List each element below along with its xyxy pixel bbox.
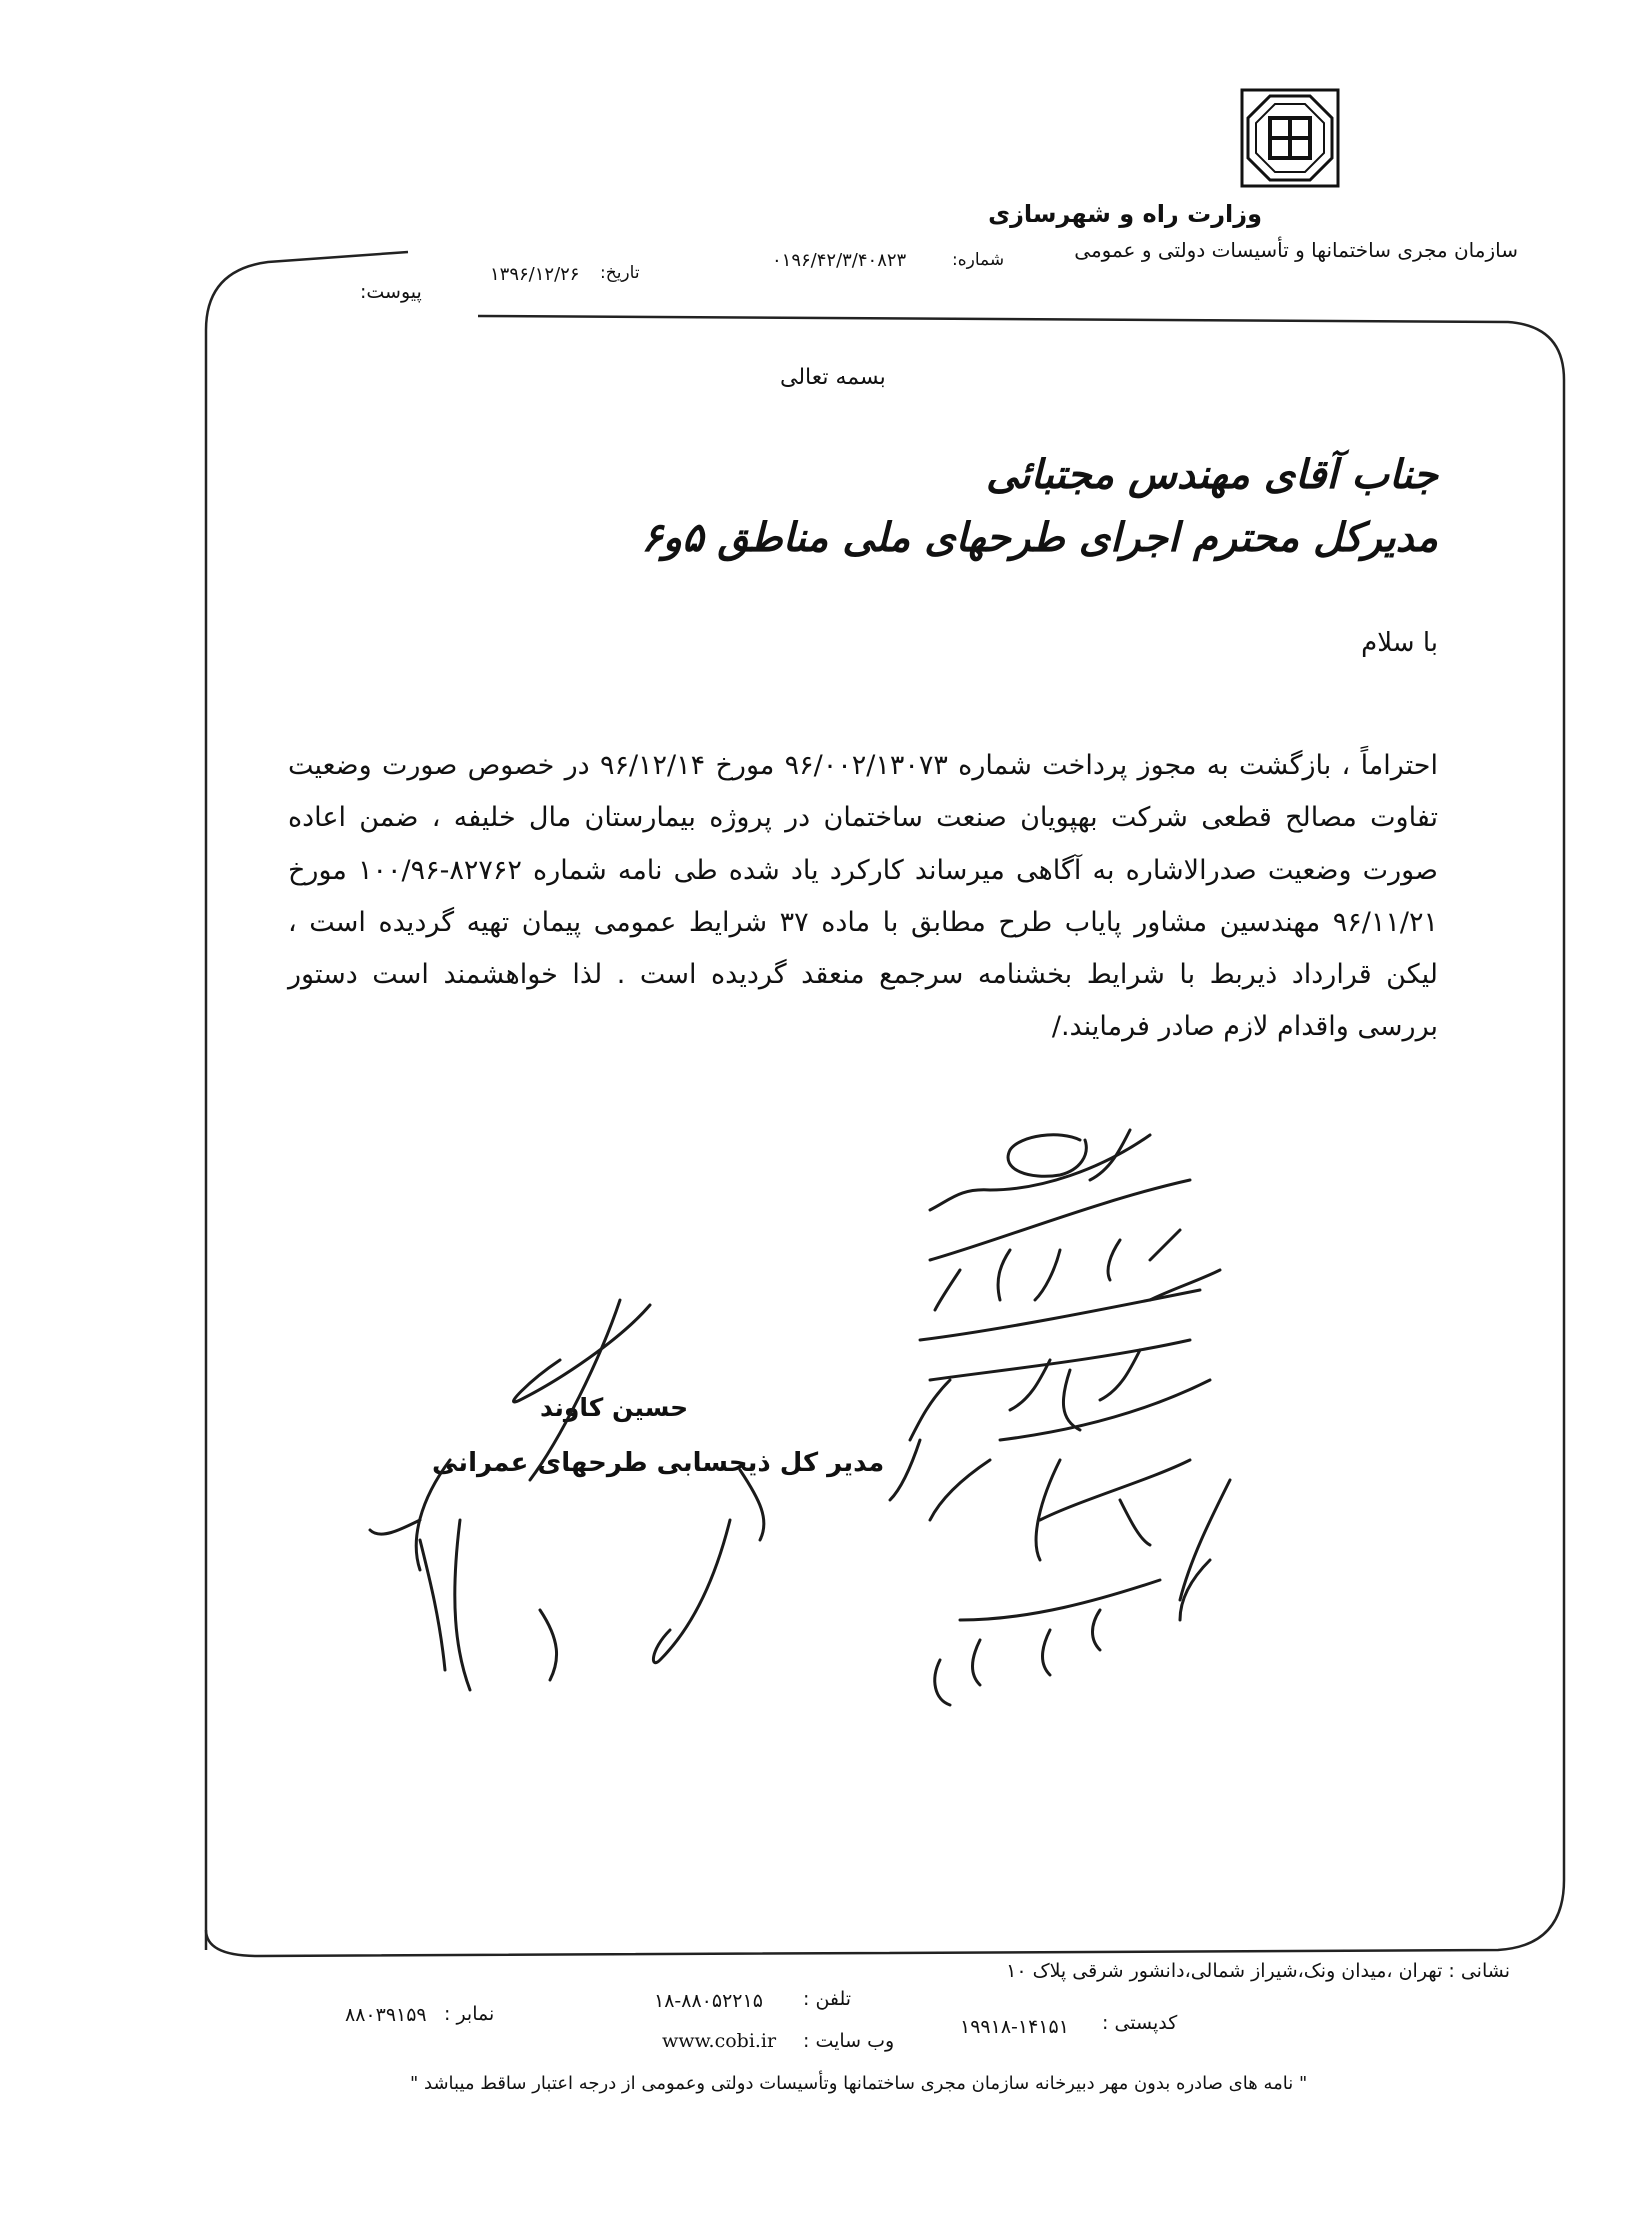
attachment-label: پیوست: — [360, 281, 422, 303]
letter-date-value: ۱۳۹۶/۱۲/۲۶ — [490, 264, 580, 285]
footer-website-link[interactable]: www.cobi.ir — [662, 2030, 777, 2052]
addressee-title: مدیرکل محترم اجرای طرحهای ملی مناطق ۵و۶ — [641, 515, 1438, 561]
ministry-name: وزارت راه و شهرسازی — [988, 200, 1262, 228]
footer-fax-label: نمابر : — [444, 2003, 495, 2025]
footer-website-label: وب سایت : — [803, 2030, 895, 2052]
signatory-name: حسین کاوند — [540, 1393, 689, 1422]
signature-strokes — [370, 1300, 764, 1690]
letter-number-value: ۰۱۹۶/۴۲/۳/۴۰۸۲۳ — [772, 250, 907, 271]
addressee-name: جناب آقای مهندس مجتبائی — [986, 452, 1438, 498]
signatory-title: مدیر کل ذیحسابی طرحهای عمرانی — [432, 1448, 885, 1478]
greeting: با سلام — [1361, 628, 1438, 658]
margin-note-strokes — [890, 1130, 1230, 1705]
letter-date-label: تاریخ: — [600, 263, 640, 283]
footer-postal-value: ۱۹۹۱۸-۱۴۱۵۱ — [960, 2016, 1069, 2038]
bismillah: بسمه تعالی — [780, 365, 886, 390]
organization-name: سازمان مجری ساختمانها و تأسیسات دولتی و عمومی — [1074, 238, 1518, 262]
footer-postal-label: کدپستی : — [1102, 2012, 1178, 2034]
footer-fax-value: ۸۸۰۳۹۱۵۹ — [345, 2004, 427, 2026]
letter-body-text: احتراماً ، بازگشت به مجوز پرداخت شماره ۹۶/۰۰۲/۱۳۰۷۳ مورخ ۹۶/۱۲/۱۴ در خصوص صورت وضعیت تفاوت مصالح قطعی شرکت بهپویان صنعت ساختمان در پروژه بیمارستان مال خلیفه ، ضمن اعاده صورت وضعیت صدرالاشاره به آگاهی میرساند کارکرد یاد شده طی نامه شماره ۸۲۷۶۲-۱۰۰/۹۶ مورخ ۹۶/۱۱/۲۱ مهندسین مشاور پایاب طرح مطابق با ماده ۳۷ شرایط عمومی پیمان تهیه گردیده است ، لیکن قرارداد ذیربط با شرایط بخشنامه سرجمع منعقد گردیده است . لذا خواهشمند است دستور بررسی واقدام لازم صادر فرمایند./ — [288, 750, 1439, 1043]
footer-address: نشانی : تهران ،میدان ونک،شیراز شمالی،دانشور شرقی پلاک ۱۰ — [1006, 1960, 1510, 1982]
footer-phone-value: ۱۸-۸۸۰۵۲۲۱۵ — [654, 1990, 763, 2012]
letter-number-label: شماره: — [952, 250, 1005, 270]
footer-phone-label: تلفن : — [803, 1988, 852, 2010]
footer-validity-note: " نامه های صادره بدون مهر دبیرخانه سازمان مجری ساختمانها وتأسیسات دولتی وعمومی از درجه اعتبار ساقط میباشد " — [410, 2073, 1308, 2094]
